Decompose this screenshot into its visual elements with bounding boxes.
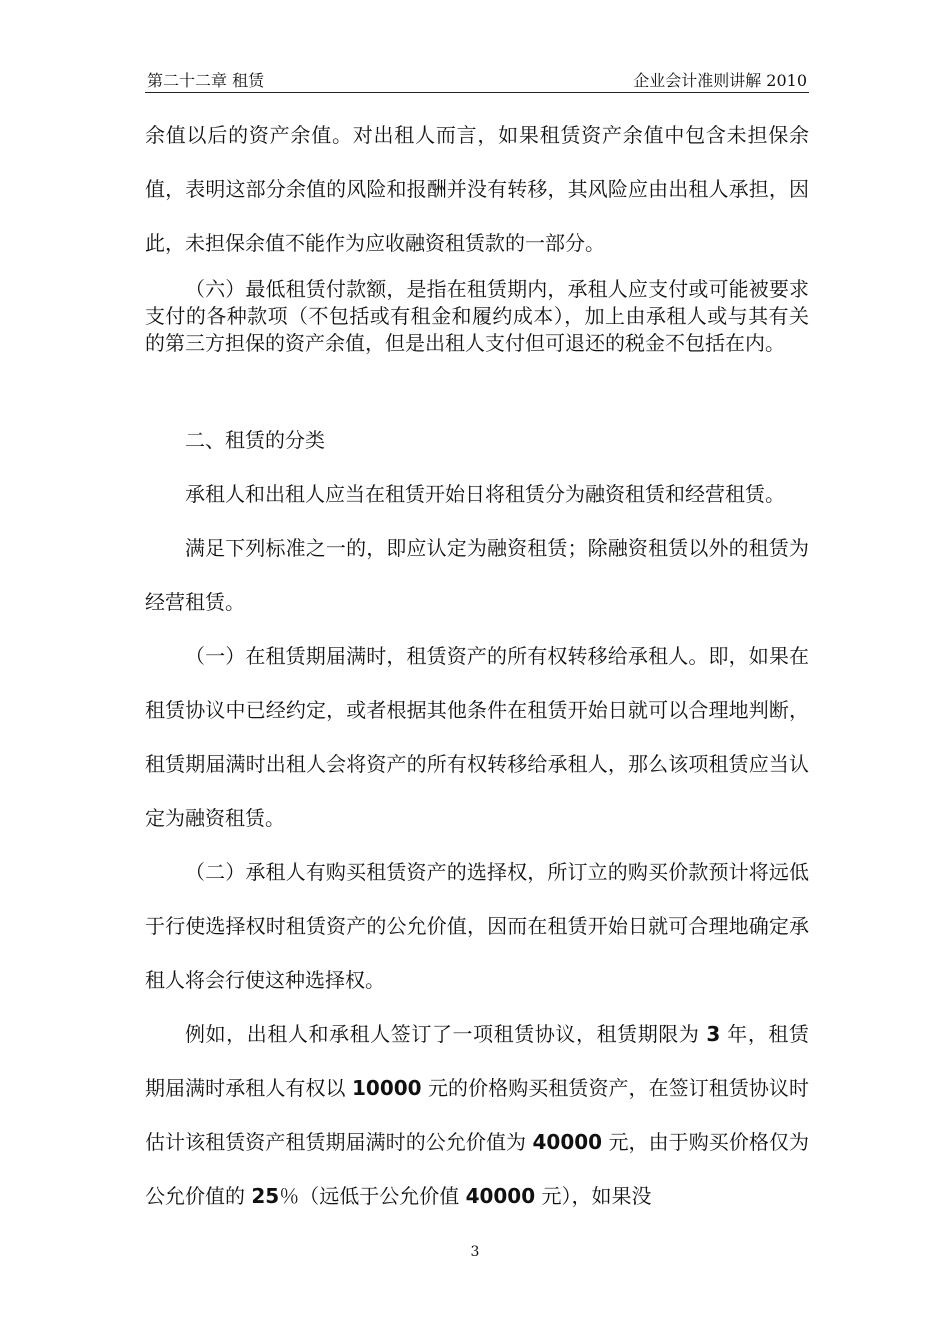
example-text-3: 元的价格购买租赁资产，在签订租赁协议时估计该租赁资产租赁期届满时的公允价值为 bbox=[145, 1076, 810, 1154]
paragraph-example bbox=[145, 1007, 809, 1223]
page-header bbox=[145, 66, 809, 93]
example-percentage: 25 bbox=[251, 1184, 280, 1208]
section-heading: 二、租赁的分类 bbox=[185, 428, 325, 452]
paragraph-classification: 承租人和出租人应当在租赁开始日将租赁分为融资租赁和经营租赁。 bbox=[185, 482, 785, 506]
page-content bbox=[145, 108, 809, 1223]
paragraph-minimum-lease-payments: （六）最低租赁付款额，是指在租赁期内，承租人应支付或可能被要求支付的各种款项（不包括或有租金和履约成本），加上由承租人或与其有关的第三方担保的资产余值，但是出租人支付但可退还的税金不包括在内。 bbox=[145, 277, 809, 355]
example-fair-value: 40000 bbox=[532, 1130, 603, 1154]
example-lease-term: 3 bbox=[706, 1022, 721, 1046]
example-purchase-price: 10000 bbox=[351, 1076, 422, 1100]
paragraph-residual-value: 余值以后的资产余值。对出租人而言，如果租赁资产余值中包含未担保余值，表明这部分余值的风险和报酬并没有转移，其风险应由出租人承担，因此，未担保余值不能作为应收融资租赁款的一部分。 bbox=[145, 123, 809, 255]
example-text-4: 元，由于购买价格仅为公允价值的 bbox=[145, 1130, 809, 1208]
paragraph-criterion-two: （二）承租人有购买租赁资产的选择权，所订立的购买价款预计将远低于行使选择权时租赁资产的公允价值，因而在租赁开始日就可合理地确定承租人将会行使这种选择权。 bbox=[145, 860, 809, 992]
example-text-1: 例如，出租人和承租人签订了一项租赁协议，租赁期限为 bbox=[185, 1022, 707, 1046]
example-text-5: ％（远低于公允价值 bbox=[279, 1184, 466, 1208]
example-fair-value-repeat: 40000 bbox=[465, 1184, 536, 1208]
book-title: 企业会计准则讲解 2010 bbox=[633, 71, 807, 90]
paragraph-criterion-one: （一）在租赁期届满时，租赁资产的所有权转移给承租人。即，如果在租赁协议中已经约定，或者根据其他条件在租赁开始日就可以合理地判断，租赁期届满时出租人会将资产的所有权转移给承租人，那么该项租赁应当认定为融资租赁。 bbox=[145, 644, 809, 830]
example-text-2: 年，租赁期届满时承租人有权以 bbox=[145, 1022, 810, 1100]
chapter-title: 第二十二章 租赁 bbox=[147, 71, 265, 90]
paragraph-criteria: 满足下列标准之一的，即应认定为融资租赁；除融资租赁以外的租赁为经营租赁。 bbox=[145, 536, 809, 614]
page-number: 3 bbox=[470, 1244, 480, 1260]
example-text-6: 元），如果没 bbox=[535, 1184, 652, 1208]
